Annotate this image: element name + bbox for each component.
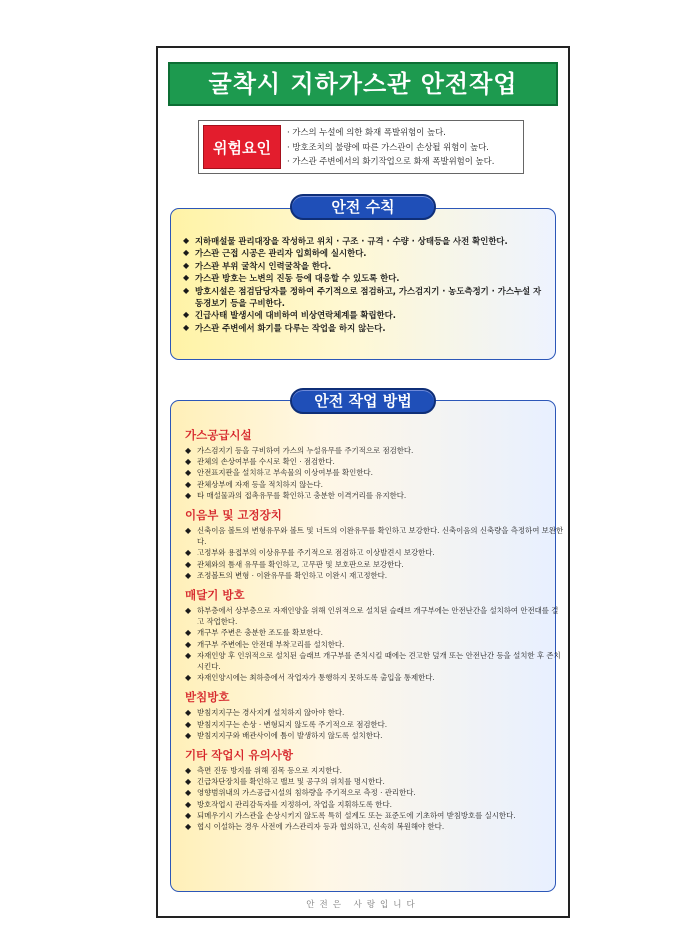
method-item: ◆ 받침지지구는 경사지게 설치하지 않아야 한다. [185,707,565,718]
work-methods-heading: 안전 작업 방법 [290,388,436,414]
method-section-list [185,605,565,683]
method-item: ◆ 방호작업시 관리감독자를 지정하여, 작업을 지휘하도록 한다. [185,799,565,810]
method-section-title: 가스공급시설 [185,428,252,442]
safety-rules-list [183,235,545,334]
safety-poster [156,46,570,918]
safety-rule-item: ◆ 지하매설물 관리대장을 작성하고 위치 · 구조 · 규격 · 수량 · 상태등을 사전 확인한다. [183,235,545,247]
hazard-item: · 가스관 주변에서의 화기작업으로 화재 폭발위험이 높다. [287,156,495,166]
method-item: ◆ 개구부 주변에는 안전대 부착고리를 설치한다. [185,639,565,650]
method-section-title: 받침방호 [185,690,230,705]
method-item: ◆ 신축이음 볼트의 변형유무와 볼트 및 너트의 이완유무를 확인하고 보강한다. 신축이음의 신축량을 측정하여 보완한다. [185,525,565,547]
safety-rules-heading: 안전 수칙 [290,194,436,220]
method-section-list [185,765,565,832]
method-item: ◆ 관체와의 틈새 유무를 확인하고, 고무판 및 보호판으로 보강한다. [185,559,565,570]
method-item: ◆ 긴급차단장치를 확인하고 밸브 및 공구의 위치를 명시한다. [185,776,565,787]
work-methods-box [170,400,564,892]
method-item: ◆ 자재인양시에는 최하층에서 작업자가 통행하지 못하도록 출입을 통제한다. [185,672,565,683]
method-item: ◆ 안전표지판을 설치하고 부속물의 이상여부를 확인한다. [185,467,565,478]
method-item: ◆ 타 매설물과의 접촉유무를 확인하고 충분한 이격거리를 유지한다. [185,490,565,501]
method-section-title: 이음부 및 고정장치 [185,508,282,523]
hazard-list [287,125,521,169]
safety-rules-box [170,208,556,360]
method-item: ◆ 받침지지구는 손상 · 변형되지 않도록 주기적으로 점검한다. [185,719,565,730]
safety-rule-item: ◆ 가스관 부위 굴착시 인력굴착을 한다. [183,260,545,272]
work-methods-content [185,421,565,832]
method-item: ◆ 하부층에서 상부층으로 자재인양을 위해 인위적으로 설치된 슬래브 개구부에는 안전난간을 설치하여 안전대를 걸고 작업한다. [185,605,565,627]
method-item: ◆ 영향범위내의 가스공급시설의 침하량을 주기적으로 측정 · 관리한다. [185,787,565,798]
poster-title: 굴착시 지하가스관 안전작업 [168,62,558,106]
hazard-box [198,120,524,174]
method-item: ◆ 되메우기시 가스관을 손상시키지 않도록 특히 설계도 또는 표준도에 기초하여 받침방호를 실시한다. [185,810,565,821]
method-section-title: 매달기 방호 [185,588,245,603]
method-item: ◆ 개구부 주변은 충분한 조도를 확보한다. [185,627,565,638]
method-item: ◆ 협시 이설하는 경우 사전에 가스관리자 등과 협의하고, 신속히 복원해야 한다. [185,821,565,832]
method-item: ◆ 관체상부에 자재 등을 적치하지 않는다. [185,479,565,490]
method-section-list [185,707,565,741]
hazard-label: 위험요인 [203,125,281,169]
safety-rule-item: ◆ 가스관 주변에서 화기를 다루는 작업을 하지 않는다. [183,322,545,334]
safety-rule-item: ◆ 가스관 근접 시공은 관리자 입회하에 실시한다. [183,247,545,259]
method-item: ◆ 자재인양 후 인위적으로 설치된 슬래브 개구부를 존치시킬 때에는 견고한 덮개 또는 안전난간 등을 설치한 후 존치시킨다. [185,650,565,672]
safety-rule-item: ◆ 긴급사태 발생시에 대비하여 비상연락체계를 확립한다. [183,309,545,321]
method-section-list [185,445,565,501]
hazard-item: · 가스의 누설에 의한 화재 폭발위험이 높다. [287,127,446,137]
method-item: ◆ 관체의 손상여부를 수시로 확인 · 점검한다. [185,456,565,467]
method-item: ◆ 가스검지기 등을 구비하여 가스의 누설유무를 주기적으로 점검한다. [185,445,565,456]
safety-rule-item: ◆ 가스관 방호는 노변의 진동 등에 대응할 수 있도록 한다. [183,272,545,284]
method-item: ◆ 측면 진동 방지를 위해 짐목 등으로 지지한다. [185,765,565,776]
method-item: ◆ 받침지지구와 배관사이에 틈이 발생하지 않도록 설치한다. [185,730,565,741]
method-section-list [185,525,565,581]
method-item: ◆ 조정볼트의 변형 · 이완유무를 확인하고 이완시 재고정한다. [185,570,565,581]
hazard-item: · 방호조치의 불량에 따른 가스관이 손상될 위험이 높다. [287,141,489,152]
footer-slogan: 안전은 사랑입니다 [306,900,420,910]
safety-rule-item: ◆ 방호시설은 점검담당자를 정하여 주기적으로 점검하고, 가스검지기 · 농도측정기 · 가스누설 자동경보기 등을 구비한다. [183,285,545,310]
method-item: ◆ 고정부와 용접부의 이상유무를 주기적으로 점검하고 이상발견시 보강한다. [185,547,565,558]
method-section-title: 기타 작업시 유의사항 [185,748,293,763]
